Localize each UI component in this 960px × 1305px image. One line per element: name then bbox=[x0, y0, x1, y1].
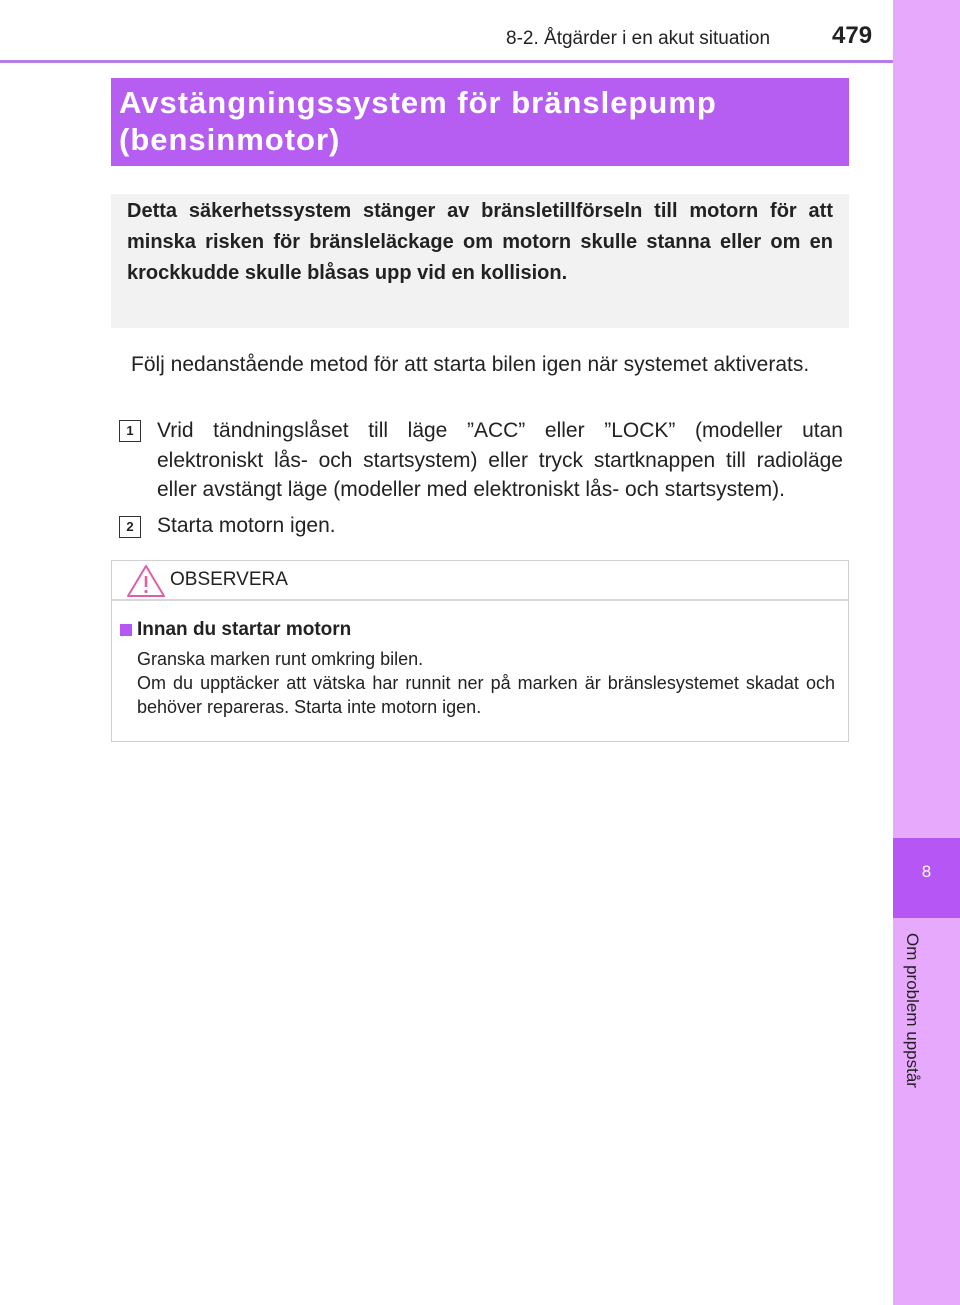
caution-title: OBSERVERA bbox=[170, 569, 288, 590]
step-text-2: Starta motorn igen. bbox=[157, 514, 336, 537]
caution-heading: Innan du startar motorn bbox=[137, 619, 352, 640]
step-number-2: 2 bbox=[119, 516, 141, 538]
intro-text: Detta säkerhetssystem stänger av bränsletillförseln till motorn för att minska risken för bränsleläckage om motorn skulle stanna eller om en krockkudde skulle blåsas upp vid en kollision. bbox=[127, 200, 833, 284]
caution-text bbox=[137, 647, 835, 719]
caution-box bbox=[111, 560, 849, 742]
header-divider bbox=[0, 60, 893, 63]
page-title: Avstängningssystem för bränslepump (bensinmotor) bbox=[119, 85, 717, 157]
warning-icon bbox=[126, 563, 166, 599]
caution-divider bbox=[112, 599, 848, 601]
page-number: 479 bbox=[832, 22, 873, 49]
chapter-title: Om problem uppstår bbox=[903, 933, 922, 1088]
section-heading: 8-2. Åtgärder i en akut situation bbox=[506, 28, 771, 49]
bullet-square-icon bbox=[120, 624, 132, 636]
caution-line-1: Granska marken runt omkring bilen. bbox=[137, 649, 424, 669]
step-number-1: 1 bbox=[119, 420, 141, 442]
chapter-number: 8 bbox=[921, 862, 932, 881]
body-paragraph: Följ nedanstående metod för att starta bilen igen när systemet aktiverats. bbox=[131, 353, 810, 376]
step-text-1: Vrid tändningslåset till läge ”ACC” eller ”LOCK” (modeller utan elektroniskt lås- och startsystem) eller tryck startknappen till radioläge eller avstängt läge (modeller med elektroniskt lås- och startsystem). bbox=[157, 419, 843, 501]
caution-line-2: Om du upptäcker att vätska har runnit ner på marken är bränslesystemet skadat och behöver repareras. Starta inte motorn igen. bbox=[137, 673, 835, 717]
